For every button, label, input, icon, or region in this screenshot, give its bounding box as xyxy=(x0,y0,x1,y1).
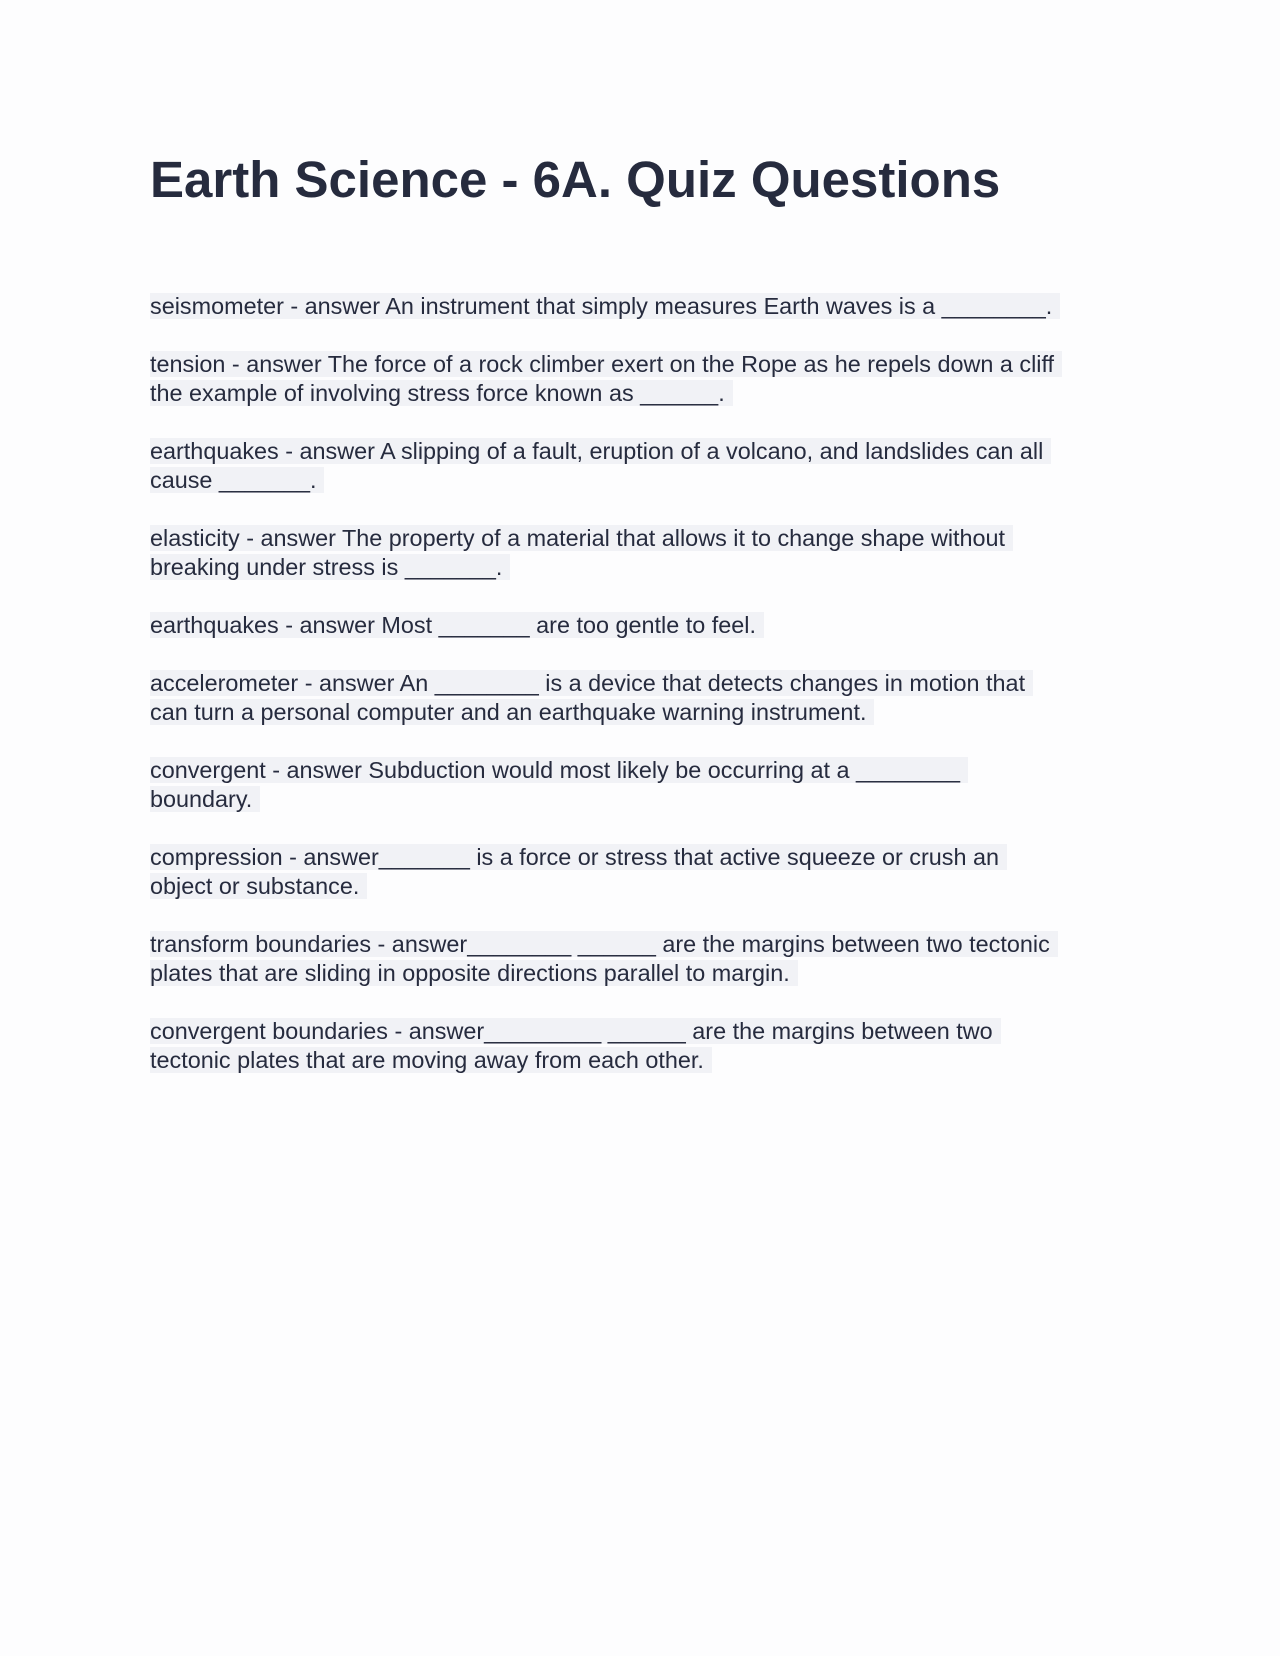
question-line-1: tension - answer The force of a rock climber exert on the Rope as he repels down a cliff xyxy=(150,351,1062,377)
question-item xyxy=(150,843,1140,901)
question-item xyxy=(150,350,1140,408)
question-line-2: plates that are sliding in opposite directions parallel to margin. xyxy=(150,960,798,986)
question-line-2: the example of involving stress force known as ______. xyxy=(150,380,733,406)
question-line-2: can turn a personal computer and an earthquake warning instrument. xyxy=(150,699,874,725)
question-line-2: cause _______. xyxy=(150,467,324,493)
question-item xyxy=(150,611,1140,640)
question-item xyxy=(150,524,1140,582)
question-line-2: object or substance. xyxy=(150,873,367,899)
question-line-1: compression - answer_______ is a force or stress that active squeeze or crush an xyxy=(150,844,1007,870)
question-line-1: convergent - answer Subduction would most likely be occurring at a ________ xyxy=(150,757,968,783)
question-item xyxy=(150,292,1140,321)
question-item xyxy=(150,1017,1140,1075)
question-line-1: accelerometer - answer An ________ is a device that detects changes in motion that xyxy=(150,670,1033,696)
question-line-2: boundary. xyxy=(150,786,260,812)
question-line-2: tectonic plates that are moving away from each other. xyxy=(150,1047,712,1073)
question-line-2: breaking under stress is _______. xyxy=(150,554,510,580)
question-line-1: convergent boundaries - answer_________ ______ are the margins between two xyxy=(150,1018,1001,1044)
question-line-1: earthquakes - answer Most _______ are too gentle to feel. xyxy=(150,612,764,638)
question-line-1: elasticity - answer The property of a material that allows it to change shape without xyxy=(150,525,1013,551)
question-line-1: earthquakes - answer A slipping of a fault, eruption of a volcano, and landslides can all xyxy=(150,438,1051,464)
question-item xyxy=(150,437,1140,495)
question-item xyxy=(150,930,1140,988)
question-line-1: transform boundaries - answer________ ______ are the margins between two tectonic xyxy=(150,931,1058,957)
question-item xyxy=(150,669,1140,727)
question-item xyxy=(150,756,1140,814)
page-title: Earth Science - 6A. Quiz Questions xyxy=(150,151,1001,208)
question-line-1: seismometer - answer An instrument that simply measures Earth waves is a ________. xyxy=(150,293,1060,319)
question-list xyxy=(150,292,1140,1104)
